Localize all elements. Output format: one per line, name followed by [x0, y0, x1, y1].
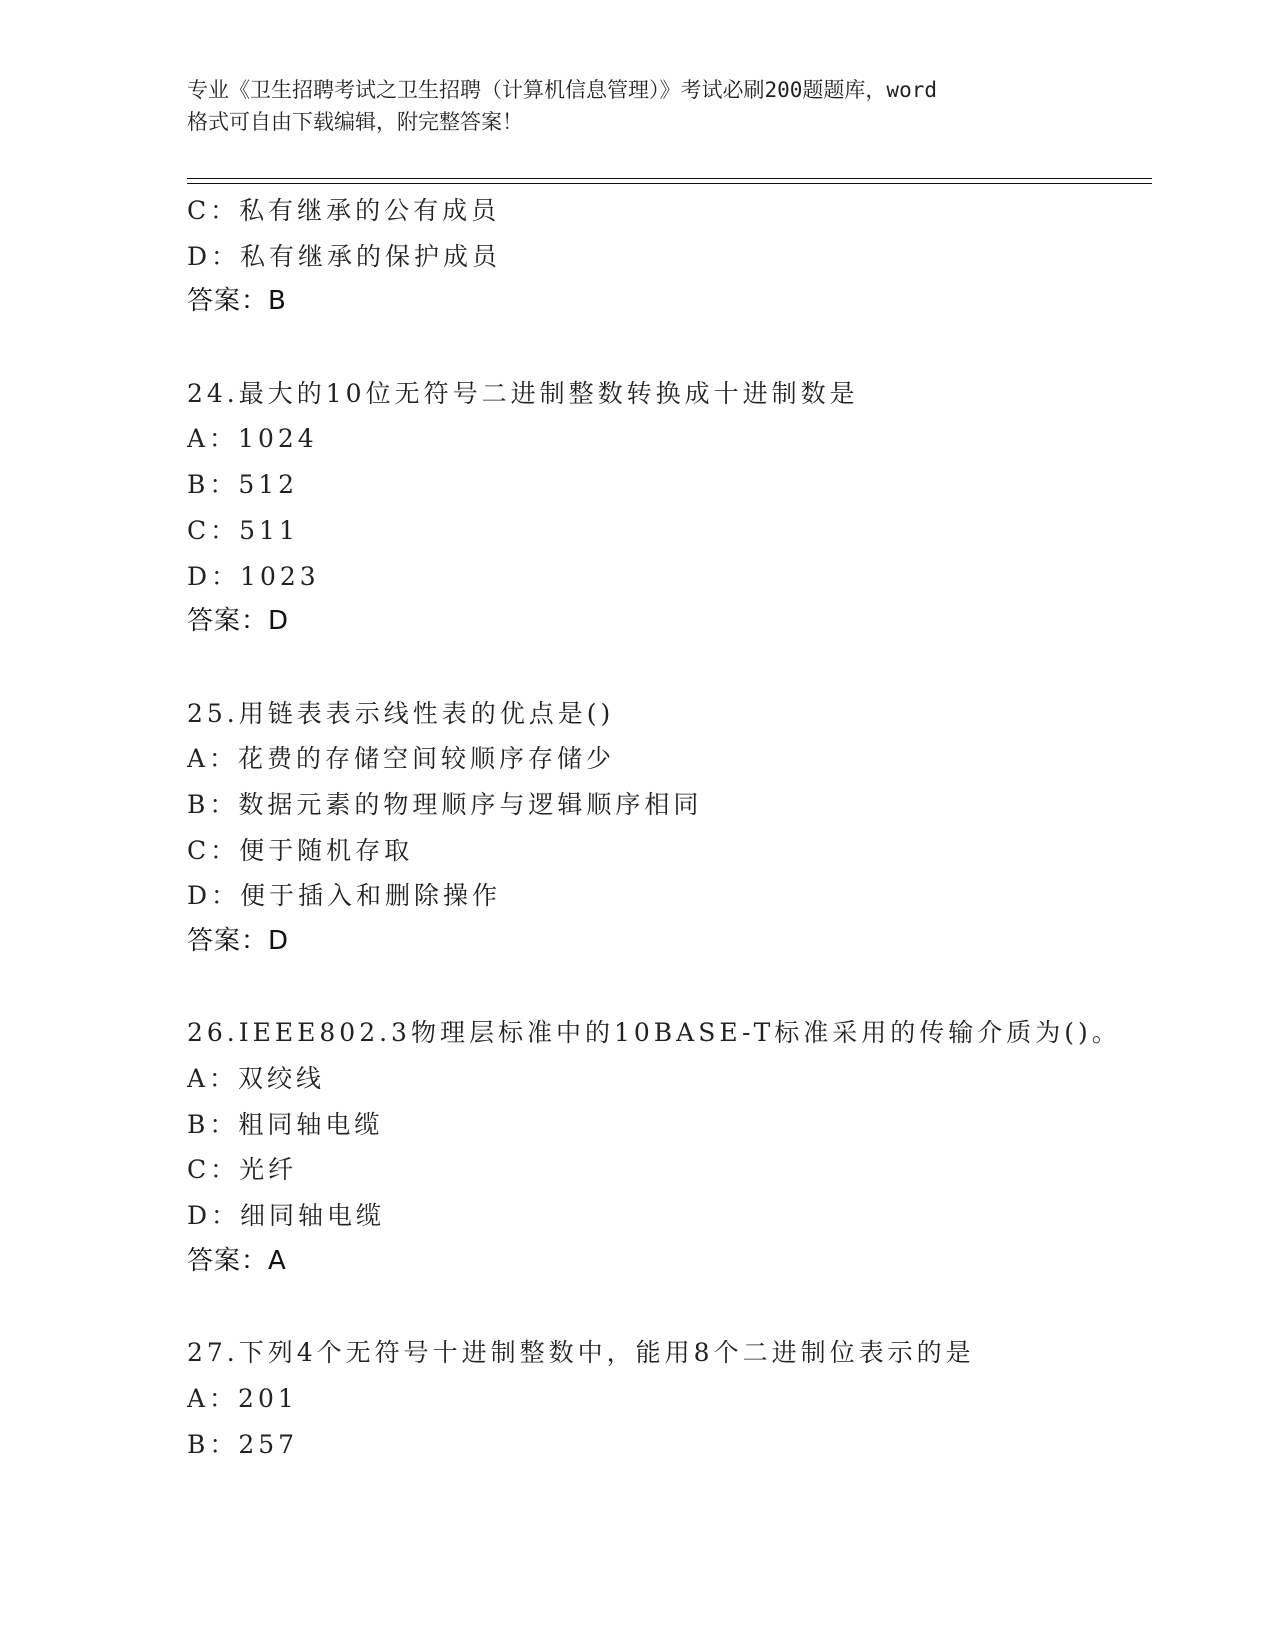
option-c: C：光纤: [187, 1155, 298, 1185]
option-b: B：512: [187, 470, 299, 500]
spacer: [187, 965, 1152, 1011]
question-25: [187, 691, 1152, 965]
question-23-tail: [187, 188, 1152, 325]
option-b: B：数据元素的物理顺序与逻辑顺序相同: [187, 789, 703, 819]
question-stem: 26.IEEE802.3物理层标准中的10BASE-T标准采用的传输介质为()。: [187, 1018, 1121, 1048]
header-title-line-1: 专业《卫生招聘考试之卫生招聘（计算机信息管理）》考试必刷200题题库，word: [187, 78, 937, 102]
option-b: B：粗同轴电缆: [187, 1109, 384, 1139]
option-d: D：细同轴电缆: [187, 1201, 386, 1231]
spacer: [187, 1285, 1152, 1331]
answer-line: 答案：D: [187, 606, 290, 637]
question-stem: 24.最大的10位无符号二进制整数转换成十进制数是: [187, 378, 859, 408]
option-a: A：1024: [187, 424, 318, 454]
option-a: A：201: [187, 1383, 298, 1413]
question-27: [187, 1330, 1152, 1467]
answer-line: 答案：B: [187, 286, 287, 317]
spacer: [187, 645, 1152, 691]
option-d: D：1023: [187, 561, 320, 591]
header-rule-bottom: [187, 183, 1152, 184]
answer-line: 答案：D: [187, 926, 290, 956]
question-stem: 25.用链表表示线性表的优点是(): [187, 698, 615, 728]
option-d: D：私有继承的保护成员: [187, 241, 502, 271]
option-a: A：双绞线: [187, 1064, 326, 1094]
header-title-line-2: 格式可自由下载编辑，附完整答案！: [187, 110, 523, 134]
option-c: C：便于随机存取: [187, 835, 414, 865]
document-header: [187, 74, 1087, 138]
question-list: [187, 188, 1152, 1467]
answer-line: 答案：A: [187, 1245, 287, 1276]
option-c: C：511: [187, 515, 299, 545]
question-26: [187, 1010, 1152, 1284]
option-b: B：257: [187, 1429, 299, 1459]
spacer: [187, 325, 1152, 371]
option-a: A：花费的存储空间较顺序存储少: [187, 744, 616, 774]
option-d: D：便于插入和删除操作: [187, 881, 502, 911]
question-24: [187, 371, 1152, 645]
header-rule-top: [187, 178, 1152, 179]
option-c: C：私有继承的公有成员: [187, 196, 501, 225]
question-stem: 27.下列4个无符号十进制整数中，能用8个二进制位表示的是: [187, 1338, 975, 1368]
